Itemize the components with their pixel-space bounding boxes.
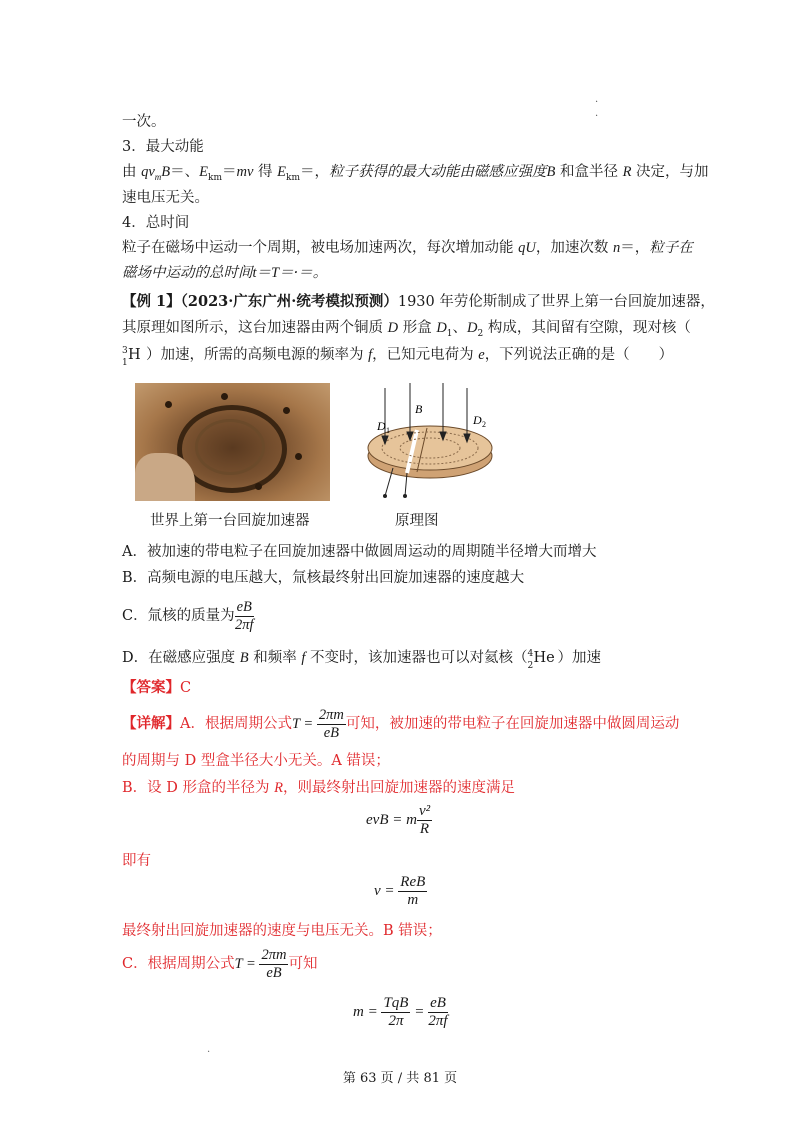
option-d: D．在磁感应强度 B 和频率 f 不变时，该加速器也可以对氦核（ 4 2 He ）加速	[122, 649, 601, 671]
option-a: A．被加速的带电粒子在回旋加速器中做圆周运动的周期随半径增大而增大	[122, 544, 597, 560]
explain-line: 最终射出回旋加速器的速度与电压无关。B 错误；	[122, 923, 442, 939]
example-line: 【例 1】（2023·广东广州·统考模拟预测）1930 年劳伦斯制成了世界上第一台回旋加速器，	[122, 293, 715, 310]
answer-label: 【答案】	[122, 679, 180, 696]
explain-line: 即有	[122, 853, 151, 869]
label-d2: D	[473, 413, 482, 427]
header-mark: .	[595, 94, 599, 105]
example-line: 3 1 H ）加速，所需的高频电源的频率为 f，已知元电荷为 e，下列说法正确的是（ ）	[122, 346, 674, 368]
explain-line: B．设 D 形盒的半径为 R，则最终射出回旋加速器的速度满足	[122, 780, 515, 796]
explain-line: 的周期与 D 型盒半径大小无关。A 错误；	[122, 753, 390, 769]
field-label-b: B	[415, 402, 423, 416]
footer-dot: .	[207, 1044, 211, 1055]
option-b: B．高频电源的电压越大，氚核最终射出回旋加速器的速度越大	[122, 570, 525, 586]
label-d1: D	[377, 419, 386, 433]
equation-v: v = $\frac{\text{ReB}}{m}$	[374, 874, 426, 908]
page-number: 第 63 页 / 共 81 页	[342, 1071, 458, 1086]
text-line: 速电压无关。	[122, 190, 209, 206]
explain-label: 【详解】	[122, 715, 180, 732]
section-heading-total-time: 4．总时间	[122, 215, 190, 231]
section-heading-max-kinetic-energy: 3．最大动能	[122, 139, 204, 155]
answer-line	[122, 678, 191, 698]
text-line: 一次。	[122, 114, 166, 130]
cyclotron-photo	[135, 383, 330, 501]
label-d1-sub: 1	[386, 426, 390, 435]
cyclotron-diagram	[355, 378, 505, 503]
text-line: 磁场中运动的总时间t＝T＝·＝。	[122, 265, 328, 281]
photo-caption: 世界上第一台回旋加速器	[150, 513, 310, 529]
explain-line: C．根据周期公式T = $\frac{2\pi m}{eB}$ 可知	[122, 946, 318, 981]
diagram-caption: 原理图	[395, 513, 439, 529]
tritium-symbol: 3 1 H	[122, 346, 141, 368]
answer-value: C	[180, 680, 192, 696]
explain-line: 【详解】A．根据周期公式T = $\frac{2\pi m}{eB}$ 可知，被加速的带电粒子在回旋加速器中做圆周运动	[122, 706, 680, 741]
label-d2-sub: 2	[482, 420, 486, 429]
example-line: 其原理如图所示，这台加速器由两个铜质 D 形盒 $D_1$、$D_2$ 构成，其间留有空隙，现对核（	[122, 320, 691, 339]
example-tag: 【例 1】	[122, 293, 181, 310]
text-line: 粒子在磁场中运动一个周期，被电场加速两次，每次增加动能 qU，加速次数 n＝，粒子在	[122, 240, 693, 256]
equation-evb: evB = m $\frac{\text{v²}}{R}$	[366, 803, 431, 837]
helium-symbol: 4 2 He	[527, 649, 555, 671]
example-source: （2023·广东广州·统考模拟预测）	[180, 293, 398, 310]
option-c: C．氚核的质量为 $\frac{eB}{2\pi f}$	[122, 598, 254, 633]
header-marks	[595, 93, 598, 121]
equation-m: m = $\frac{\text{TqB}}{2\pi}$ = $\frac{eB}{2\pi f}$	[353, 995, 448, 1029]
header-mark: .	[595, 108, 599, 119]
text-line: 由 $qv_mB=$、$E_{km}=mv$ 得 $E_{km}=$，粒子获得的最大动能由磁感应强度B 和盒半径 R 决定，与加	[122, 164, 709, 183]
